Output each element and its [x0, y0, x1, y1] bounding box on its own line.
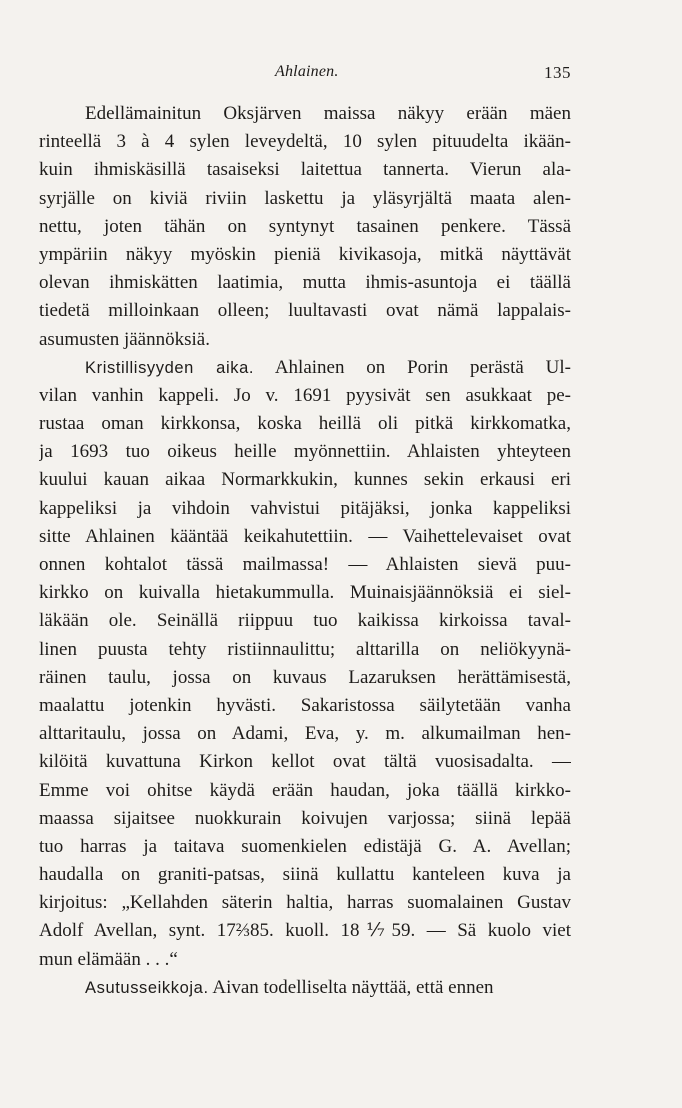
body-text	[39, 100, 571, 1002]
section-heading-line	[39, 974, 571, 1002]
text-line: ympäriin näkyy myöskin pieniä kivikasoja, mitkä näyttävät	[39, 243, 571, 265]
text-line: Adolf Avellan, synt. 17⅔85. kuoll. 18⅐59. — Sä kuolo viet	[39, 920, 571, 942]
text-line: linen puusta tehty ristiinnaulittu; alttarilla on neliökyynä-	[39, 638, 571, 660]
text-line: asumusten jäännöksiä.	[39, 328, 210, 350]
text-line: tiedetä milloinkaan olleen; luultavasti ovat nämä lappalais-	[39, 300, 571, 322]
text-line: kirkko on kuivalla hietakummulla. Muinaisjäännöksiä ei siel-	[39, 582, 571, 604]
text-line: olevan ihmiskätten laatimia, mutta ihmis-asuntoja ei täällä	[39, 272, 571, 294]
text-line: alttaritaulu, jossa on Adami, Eva, y. m. alkumailman hen-	[39, 723, 571, 745]
text-line: maassa sijaitsee nuokkurain koivujen varjossa; siinä lepää	[39, 807, 571, 829]
running-head-title: Ahlainen.	[275, 63, 339, 80]
text-line: rinteellä 3 à 4 sylen leveydeltä, 10 sylen pituudelta ikään-	[39, 131, 571, 153]
text-line: läkään ole. Seinällä riippuu tuo kaikissa kirkoissa taval-	[39, 610, 571, 632]
text-line: mun elämään . . .“	[39, 948, 178, 970]
text-line: sitte Ahlainen kääntää keikahutettiin. — Vaihettelevaiset ovat	[39, 525, 571, 547]
text-line: maalattu jotenkin hyvästi. Sakaristossa säilytetään vanha	[39, 694, 571, 716]
section-heading: Asutusseikkoja.	[85, 978, 209, 997]
text-line: onnen kohtalot tässä mailmassa! — Ahlaisten sievä puu-	[39, 554, 571, 575]
text-line: räinen taulu, jossa on kuvaus Lazaruksen herättämisestä,	[39, 666, 571, 688]
text-line: syrjälle on kiviä riviin laskettu ja yläsyrjältä maata alen-	[39, 187, 571, 209]
text-line: kuin ihmiskäsillä tasaiseksi laitettua tannerta. Vierun ala-	[39, 159, 571, 181]
section-heading-line	[39, 354, 571, 382]
section-heading: Kristillisyyden aika.	[85, 358, 255, 377]
text-line: vilan vanhin kappeli. Jo v. 1691 pyysivät sen asukkaat pe-	[39, 384, 571, 406]
text-line: rustaa oman kirkkonsa, koska heillä oli pitkä kirkkomatka,	[39, 413, 571, 435]
text-line: Edellämainitun Oksjärven maissa näkyy erään mäen	[85, 103, 571, 124]
text-line: kilöitä kuvattuna Kirkon kellot ovat tältä vuosisadalta. —	[39, 751, 571, 773]
text-line: ja 1693 tuo oikeus heille myönnettiin. Ahlaisten yhteyteen	[39, 441, 571, 463]
text-line: tuo harras ja taitava suomenkielen edistäjä G. A. Avellan;	[39, 835, 571, 857]
text-line: haudalla on graniti-patsas, siinä kullattu kanteleen kuva ja	[39, 864, 571, 886]
page-number: 135	[544, 63, 571, 82]
running-head	[39, 63, 571, 87]
heading-line-rest: Aivan todelliselta näyttää, että ennen	[212, 976, 494, 998]
text-line: Emme voi ohitse käydä erään haudan, joka täällä kirkko-	[39, 779, 571, 801]
text-line: nettu, joten tähän on syntynyt tasainen penkere. Tässä	[39, 215, 571, 237]
text-line: kuului kauan aikaa Normarkkukin, kunnes sekin erkausi eri	[39, 469, 571, 491]
text-line: kappeliksi ja vihdoin vahvistui pitäjäksi, jonka kappeliksi	[39, 497, 571, 519]
heading-line-rest: Ahlainen on Porin perästä Ul-	[274, 356, 571, 378]
text-line: kirjoitus: „Kellahden säterin haltia, harras suomalainen Gustav	[39, 892, 571, 914]
